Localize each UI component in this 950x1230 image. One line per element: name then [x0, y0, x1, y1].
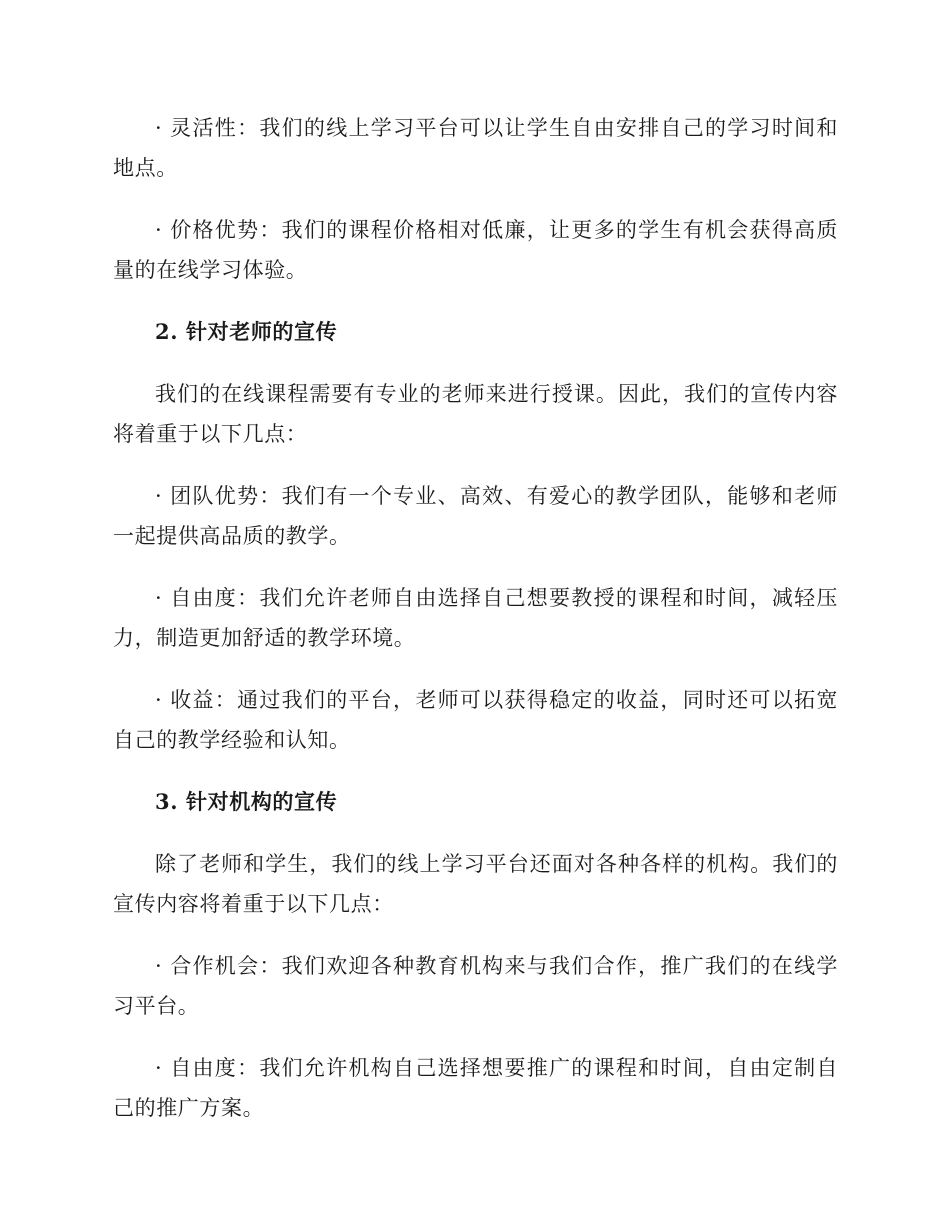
- bullet-cooperation: · 合作机会：我们欢迎各种教育机构来与我们合作，推广我们的在线学习平台。: [113, 954, 838, 1018]
- teachers-intro: 我们的在线课程需要有专业的老师来进行授课。因此，我们的宣传内容将着重于以下几点：: [113, 382, 838, 446]
- bullet-teacher-freedom: · 自由度：我们允许老师自由选择自己想要教授的课程和时间，减轻压力，制造更加舒适的教学环境。: [113, 586, 838, 650]
- bullet-price-advantage: · 价格优势：我们的课程价格相对低廉，让更多的学生有机会获得高质量的在线学习体验。: [113, 218, 838, 282]
- bullet-income: · 收益：通过我们的平台，老师可以获得稳定的收益，同时还可以拓宽自己的教学经验和认知。: [113, 688, 838, 752]
- bullet-institution-freedom: · 自由度：我们允许机构自己选择想要推广的课程和时间，自由定制自己的推广方案。: [113, 1056, 838, 1120]
- section-heading-institutions: 3. 针对机构的宣传: [155, 789, 338, 814]
- bullet-flexibility: · 灵活性：我们的线上学习平台可以让学生自由安排自己的学习时间和地点。: [113, 116, 838, 180]
- institutions-intro: 除了老师和学生，我们的线上学习平台还面对各种各样的机构。我们的宣传内容将着重于以下几点：: [113, 852, 838, 916]
- section-heading-teachers: 2. 针对老师的宣传: [155, 319, 338, 344]
- document-body: [113, 108, 838, 1150]
- bullet-team-advantage: · 团队优势：我们有一个专业、高效、有爱心的教学团队，能够和老师一起提供高品质的教学。: [113, 484, 838, 548]
